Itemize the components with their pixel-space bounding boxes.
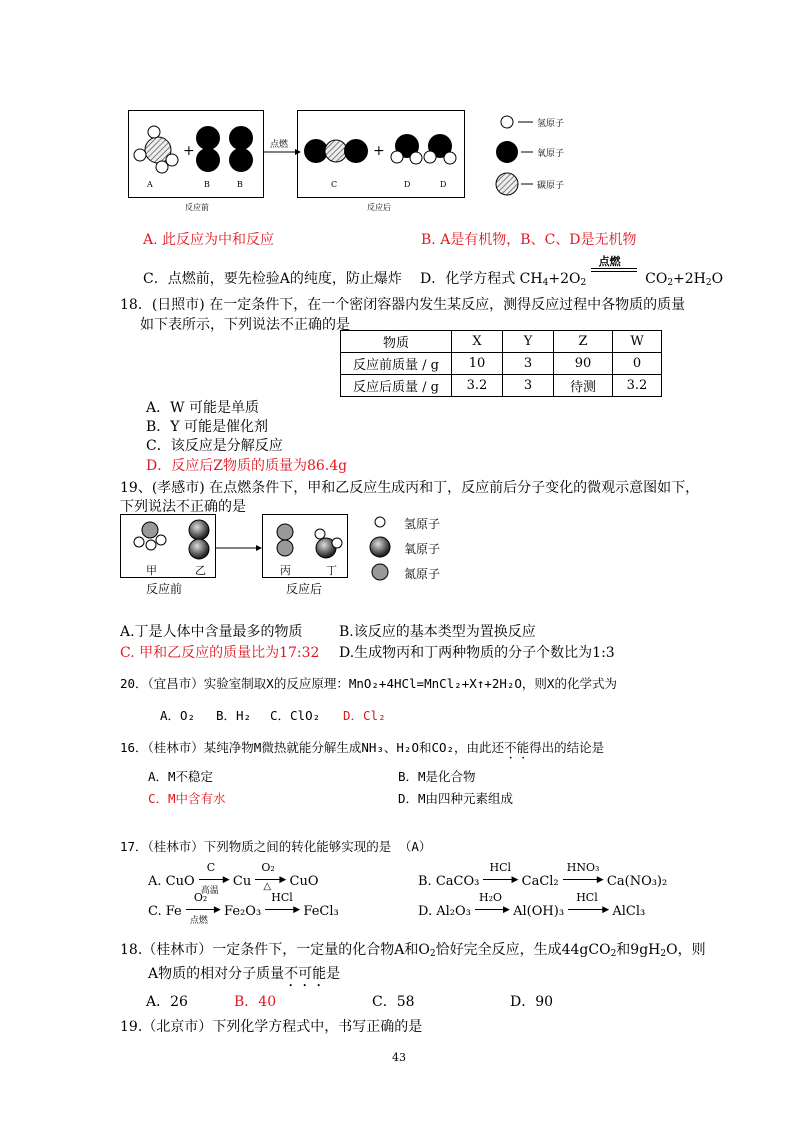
table-cell: 反应前质量 / g bbox=[341, 353, 452, 375]
legend-oxygen: 氧原子 bbox=[537, 149, 565, 159]
q18-stem-1: 18．(日照市) 在一定条件下，在一个密闭容器内发生某反应，测得反应过程中各物质的质量 bbox=[120, 297, 686, 313]
q19-stem-1: 19、(孝感市) 在点燃条件下，甲和乙反应生成丙和丁，反应前后分子变化的微观示意图如下， bbox=[120, 480, 700, 496]
q18b-stem-2: A物质的相对分子质量不可能是 bbox=[148, 966, 341, 982]
chain-d: D. Al₂O₃ H₂O ▶ Al(OH)₃ HCl ▶ AlCl₃ bbox=[418, 891, 646, 919]
molecule-bing bbox=[277, 524, 293, 556]
q16-option-a: A．M不稳定 bbox=[148, 769, 214, 784]
molecule-ding bbox=[315, 529, 342, 558]
table-row bbox=[341, 375, 662, 397]
molecule-c bbox=[304, 139, 368, 163]
emphasis-text: 不能 bbox=[504, 740, 530, 755]
q18-stem-2: 如下表所示，下列说法不正确的是 bbox=[140, 317, 350, 333]
chain-b: B. CaCO₃ HCl ▶ CaCl₂ HNO₃ ▶ Ca(NO₃)₂ bbox=[418, 861, 668, 889]
q18b-stem-1: 18.（桂林市）一定条件下，一定量的化合物A和$O_2$恰好完全反应，生成44gCO$_2$和$9gH_2O$，则 bbox=[120, 942, 706, 959]
molecule-a bbox=[134, 126, 178, 173]
molecule-d2 bbox=[424, 134, 456, 164]
q18-option-c: C．该反应是分解反应 bbox=[146, 438, 283, 454]
legend-carbon: 碳原子 bbox=[537, 181, 565, 191]
q19-legend-nitrogen: 氮原子 bbox=[404, 567, 441, 581]
q18-option-b: B．Y 可能是催化剂 bbox=[146, 419, 268, 435]
table-header: Z bbox=[554, 331, 613, 353]
q19-option-c: C. 甲和乙反应的质量比为17:32 bbox=[120, 645, 320, 661]
reaction-diagram-2 bbox=[118, 510, 398, 585]
q19-caption-before: 反应前 bbox=[146, 582, 183, 596]
emphasis-text: 不可能 bbox=[284, 966, 327, 982]
q20-stem: 20．（宜昌市）实验室制取X的反应原理：MnO₂+4HCl=MnCl₂+X↑+2H₂O，则X的化学式为 bbox=[120, 676, 617, 691]
table-cell: 反应后质量 / g bbox=[341, 375, 452, 397]
table-cell: 3 bbox=[503, 353, 554, 375]
q19-stem-2: 下列说法不正确的是 bbox=[120, 499, 246, 515]
label-b2: B bbox=[237, 180, 243, 189]
mass-table bbox=[340, 330, 662, 397]
table-header-row bbox=[341, 331, 662, 353]
q19-legend-hydrogen: 氢原子 bbox=[404, 517, 441, 531]
option-c: C．点燃前，要先检验A的纯度，防止爆炸 bbox=[143, 271, 402, 287]
page-number: 43 bbox=[392, 1051, 406, 1064]
table-cell: 3.2 bbox=[613, 375, 662, 397]
table-cell: 3 bbox=[503, 375, 554, 397]
label-jia: 甲 bbox=[146, 564, 157, 577]
option-b: B. A是有机物，B、C、D是无机物 bbox=[421, 232, 637, 248]
label-ding: 丁 bbox=[326, 564, 337, 577]
q18b-option-a: A．26 bbox=[146, 994, 188, 1010]
q19-option-b: B.该反应的基本类型为置换反应 bbox=[339, 624, 536, 640]
q19-option-a: A.丁是人体中含量最多的物质 bbox=[120, 624, 303, 640]
label-d2: D bbox=[440, 180, 447, 189]
caption-before: 反应前 bbox=[185, 203, 209, 212]
table-header: 物质 bbox=[341, 331, 452, 353]
q19-legend-oxygen: 氧原子 bbox=[404, 542, 441, 556]
molecule-yi bbox=[189, 520, 209, 559]
option-d: D．化学方程式 $CH_4+2O_2$ 点燃 $CO_2+2H_2O$ bbox=[420, 255, 724, 288]
q18b-option-b: B．40 bbox=[234, 994, 277, 1010]
q19-caption-after: 反应后 bbox=[286, 582, 323, 596]
chain-a: A. CuO C ▶ 高温 Cu O₂ ▶ △ CuO bbox=[148, 861, 319, 896]
q16-option-c: C．M中含有水 bbox=[148, 791, 226, 806]
table-cell: 10 bbox=[452, 353, 503, 375]
plus-sign: + bbox=[183, 143, 195, 159]
svg-text:+: + bbox=[373, 143, 385, 159]
table-header: X bbox=[452, 331, 503, 353]
diagram1-arrow-label: 点燃 bbox=[270, 140, 289, 150]
legend-hydrogen: 氢原子 bbox=[537, 119, 565, 129]
molecule-b1 bbox=[196, 126, 220, 172]
q20-option-b: B．H₂ bbox=[216, 708, 252, 723]
q18-option-a: A．W 可能是单质 bbox=[146, 400, 259, 416]
q17b-stem: 17．（桂林市）下列物质之间的转化能够实现的是 （A） bbox=[120, 839, 432, 854]
table-cell: 0 bbox=[613, 353, 662, 375]
condition-label: 点燃 bbox=[598, 255, 621, 268]
table-header: Y bbox=[503, 331, 554, 353]
q20-option-c: C．ClO₂ bbox=[270, 708, 321, 723]
q20-option-a: A．O₂ bbox=[160, 708, 196, 723]
q16-option-d: D．M由四种元素组成 bbox=[398, 791, 514, 806]
q20-option-d: D．Cl₂ bbox=[343, 708, 386, 723]
label-bing: 丙 bbox=[280, 564, 291, 577]
table-cell: 3.2 bbox=[452, 375, 503, 397]
molecule-b2 bbox=[229, 126, 253, 172]
table-header: W bbox=[613, 331, 662, 353]
chain-c: C. Fe O₂ ▶ 点燃 Fe₂O₃ HCl ▶ FeCl₃ bbox=[148, 891, 339, 926]
molecule-jia bbox=[134, 522, 166, 550]
option-a: A. 此反应为中和反应 bbox=[143, 232, 275, 248]
q18-option-d: D．反应后Z物质的质量为86.4g bbox=[146, 458, 348, 474]
label-d1: D bbox=[404, 180, 411, 189]
table-cell: 90 bbox=[554, 353, 613, 375]
table-cell: 待测 bbox=[554, 375, 613, 397]
label-b1: B bbox=[204, 180, 210, 189]
q16-stem: 16．（桂林市）某纯净物M微热就能分解生成NH₃、H₂O和CO₂，由此还不能得出的结论是 bbox=[120, 740, 605, 755]
q18b-option-c: C．58 bbox=[372, 994, 415, 1010]
table-row bbox=[341, 353, 662, 375]
q19-option-d: D.生成物丙和丁两种物质的分子个数比为1:3 bbox=[339, 645, 615, 661]
label-c: C bbox=[331, 180, 338, 189]
molecule-d1 bbox=[391, 134, 422, 164]
q16-option-b: B．M是化合物 bbox=[398, 769, 476, 784]
label-yi: 乙 bbox=[195, 564, 206, 577]
label-a: A bbox=[147, 180, 153, 189]
q18b-option-d: D．90 bbox=[510, 994, 554, 1010]
caption-after: 反应后 bbox=[367, 203, 391, 212]
q19b-stem: 19.（北京市）下列化学方程式中，书写正确的是 bbox=[120, 1019, 423, 1035]
